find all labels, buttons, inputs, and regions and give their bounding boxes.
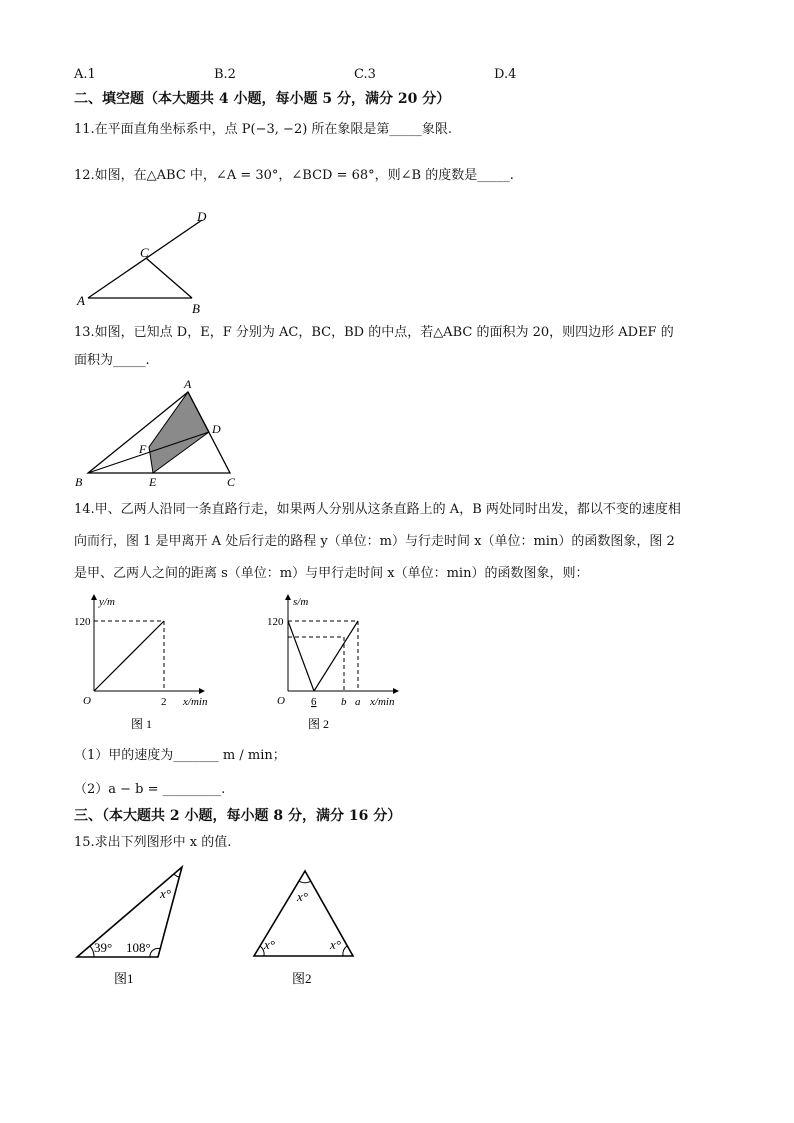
q11-text: 11.在平面直角坐标系中，点 P(−3, −2) 所在象限是第_____象限.	[74, 122, 453, 137]
q12-label-c: C	[140, 245, 149, 260]
q14-fig1-xtick: 2	[161, 696, 167, 708]
q14-fig1-caption: 图 1	[131, 717, 153, 731]
q14-figure-2	[266, 590, 426, 735]
option-d: D.4	[494, 67, 517, 82]
q14-fig2-xtick-b: b	[341, 696, 347, 708]
q13-label-f: F	[139, 442, 147, 456]
q14-line2: 向而行，图 1 是甲离开 A 处后行走的路程 y（单位：m）与行走时间 x（单位：min）的函数图象，图 2	[74, 534, 675, 549]
q15-fig2-angle-right: x°	[330, 937, 341, 952]
q15-fig2-caption: 图2	[292, 971, 312, 986]
q14-fig1-ylabel: y/m	[99, 596, 115, 608]
q13-figure	[70, 375, 250, 490]
q14-fig2-origin: O	[277, 695, 285, 707]
q15-figure-2	[250, 860, 370, 995]
option-a: A.1	[74, 67, 96, 82]
q14-fig1-ytick: 120	[74, 616, 91, 628]
q14-fig1-origin: O	[83, 695, 91, 707]
q13-label-d: D	[212, 422, 221, 436]
q13-label-b: B	[75, 475, 83, 489]
section2-heading: 二、填空题（本大题共 4 小题，每小题 5 分，满分 20 分）	[74, 91, 451, 107]
q15-fig1-caption: 图1	[114, 971, 134, 986]
q15-figure-1	[74, 860, 194, 995]
q14-fig1-xlabel: x/min	[183, 696, 208, 708]
q12-label-a: A	[77, 293, 85, 308]
q14-fig2-xtick-a: a	[355, 696, 361, 708]
q15-fig2-angle-top: x°	[297, 889, 308, 904]
q14-sub1: （1）甲的速度为_______ m / min；	[74, 748, 286, 763]
q13-line2: 面积为_____.	[74, 353, 150, 368]
q13-label-a: A	[184, 377, 192, 391]
q15-fig1-angle-39: 39°	[94, 940, 113, 955]
q14-line1: 14.甲、乙两人沿同一条直路行走，如果两人分别从这条直路上的 A，B 两处同时出发，都以不变的速度相	[74, 502, 681, 517]
q14-fig2-ylabel: s/m	[293, 596, 309, 608]
q15-text: 15.求出下列图形中 x 的值.	[74, 835, 232, 850]
q14-line3: 是甲、乙两人之间的距离 s（单位：m）与甲行走时间 x（单位：min）的函数图象，则：	[74, 566, 589, 581]
section3-heading: 三、（本大题共 2 小题，每小题 8 分，满分 16 分）	[74, 808, 402, 824]
q14-fig2-caption: 图 2	[308, 717, 330, 731]
q12-label-b: B	[192, 301, 200, 316]
q14-fig2-xlabel: x/min	[370, 696, 395, 708]
q12-figure	[70, 205, 230, 320]
q14-fig2-ytick: 120	[267, 616, 284, 628]
q12-label-d: D	[197, 209, 207, 224]
q14-fig2-xtick-6: 6	[311, 696, 317, 708]
q15-fig2-angle-left: x°	[264, 937, 275, 952]
q13-line1: 13.如图，已知点 D，E，F 分别为 AC，BC，BD 的中点，若△ABC 的面积为 20，则四边形 ADEF 的	[74, 325, 674, 340]
q13-label-e: E	[149, 475, 157, 489]
option-c: C.3	[354, 67, 376, 82]
q12-text: 12.如图，在△ABC 中，∠A = 30°，∠BCD = 68°，则∠B 的度数是_____.	[74, 168, 514, 183]
q14-sub2: （2）a − b = _________.	[74, 782, 226, 797]
q15-fig1-angle-108: 108°	[126, 940, 151, 955]
q13-label-c: C	[227, 475, 236, 489]
q14-figure-1	[74, 590, 234, 735]
option-b: B.2	[214, 67, 236, 82]
q15-fig1-angle-x: x°	[160, 886, 171, 901]
